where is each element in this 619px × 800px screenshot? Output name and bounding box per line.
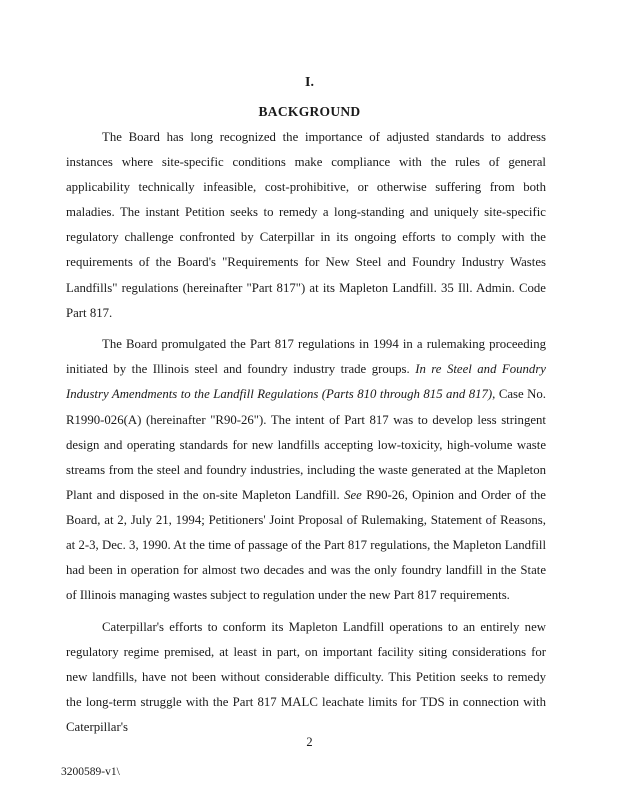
- paragraph-2-intro: The Board promulgated the Part 817 regulations in 1994 in a rulemaking proceeding initiated by the Illinois steel and foundry industry trade groups.: [66, 337, 546, 377]
- paragraph-2-end: R90-26, Opinion and Order of the Board, at 2, July 21, 1994; Petitioners' Joint Proposal of Rulemaking, Statement of Reasons, at 2-3, Dec. 3, 1990. At the time of passage of the Part 817 regulations, the Mapleton Landfill had been in operation for almost two decades and was the only foundry landfill in the State of Illinois managing wastes subject to regulation under the new Part 817 requirements.: [66, 487, 546, 603]
- paragraph-2-middle: , Case No. R1990-026(A) (hereinafter "R90-26"). The intent of Part 817 was to develop less stringent design and operating standards for new landfills accepting low-toxicity, high-volume waste streams from the steel and foundry industries, including the waste generated at the Mapleton Plant and disposed in the on-site Mapleton Landfill.: [66, 387, 546, 502]
- paragraph-2: [66, 332, 546, 608]
- paragraph-3: Caterpillar's efforts to conform its Mapleton Landfill operations to an entirely new regulatory regime premised, at least in part, on important facility siting considerations for new landfills, have not been without considerable difficulty. This Petition seeks to remedy the long-term struggle with the Part 817 MALC leachate limits for TDS in connection with Caterpillar's: [66, 619, 546, 735]
- see-signal: See: [344, 487, 362, 502]
- paragraph-1: The Board has long recognized the importance of adjusted standards to address instances where site-specific conditions make compliance with the rules of general applicability technically infeasible, cost-prohibitive, or otherwise suffering from both maladies. The instant Petition seeks to remedy a long-standing and uniquely site-specific regulatory challenge confronted by Caterpillar in its ongoing efforts to comply with the requirements of the Board's "Requirements for New Steel and Foundry Industry Wastes Landfills" regulations (hereinafter "Part 817") at its Mapleton Landfill. 35 Ill. Admin. Code Part 817.: [66, 130, 546, 320]
- section-title: BACKGROUND: [258, 104, 361, 119]
- page-number: 2: [306, 735, 313, 749]
- section-number: I.: [305, 75, 314, 90]
- case-citation: In re Steel and Foundry Industry Amendments to the Landfill Regulations (Parts 810 through 815 and 817): [66, 362, 546, 402]
- document-id: 3200589-v1\: [61, 766, 120, 778]
- body-text: [66, 125, 546, 747]
